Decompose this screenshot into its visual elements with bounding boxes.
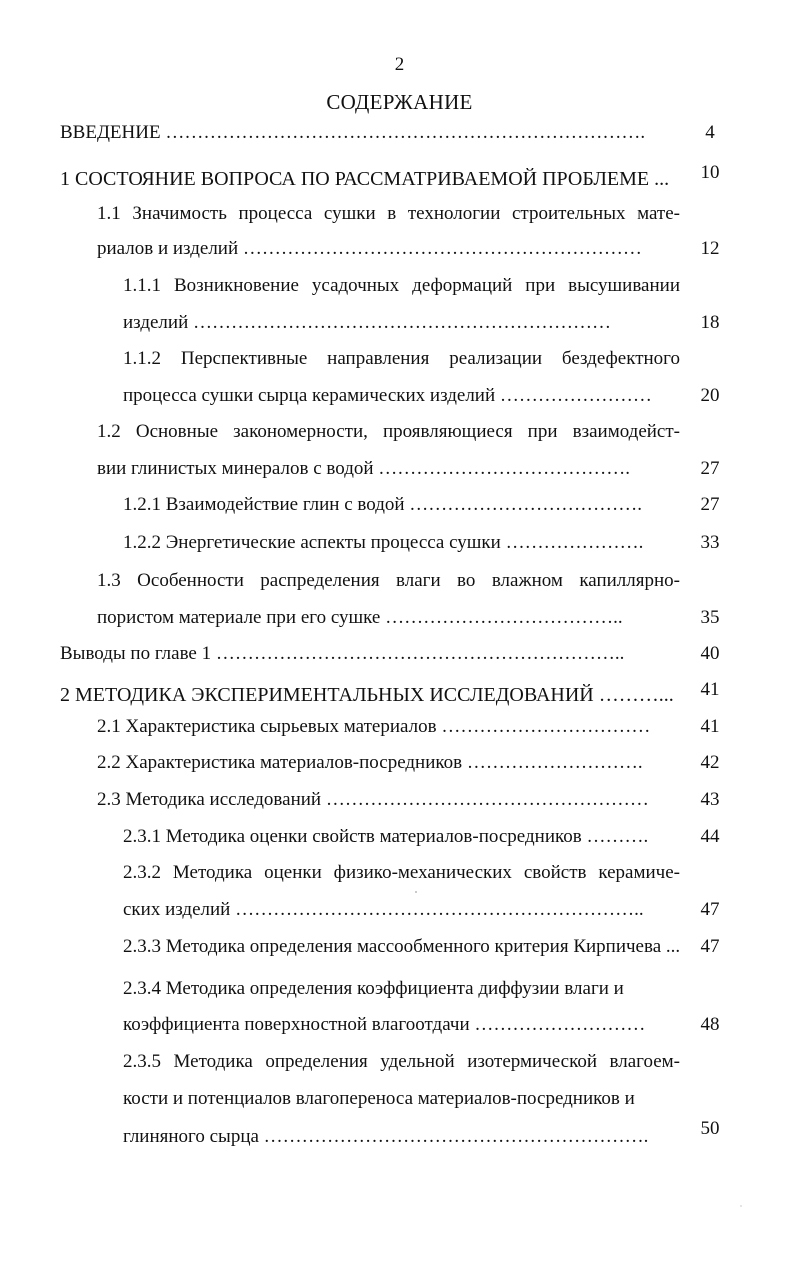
toc-entry-text-line: 2.3.5 Методика определения удельной изотермической влагоем-: [123, 1051, 680, 1072]
toc-entry-page: 40: [700, 643, 720, 664]
toc-entry-page: 35: [700, 607, 720, 628]
toc-entry-text-line: ских изделий ………………………………………………………..: [123, 899, 644, 920]
scan-speck: [740, 1205, 742, 1207]
toc-entry-text-line: 1.1.2 Перспективные направления реализации бездефектного: [123, 348, 680, 369]
toc-entry-text: 2.3 Методика исследований ……………………………………………: [97, 789, 649, 810]
toc-entry-text-line: 1.1 Значимость процесса сушки в технологии строительных мате-: [97, 203, 680, 224]
toc-entry-text-line: коэффициента поверхностной влагоотдачи ………………………: [123, 1014, 646, 1035]
toc-entry-page: 27: [700, 494, 720, 515]
toc-entry-page: 20: [700, 385, 720, 406]
toc-entry-text-line: 2.3.4 Методика определения коэффициента диффузии влаги и: [123, 978, 624, 999]
toc-entry-page: 41: [700, 679, 720, 700]
toc-entry-text-line: риалов и изделий ………………………………………………………: [97, 238, 642, 259]
toc-entry-page: 47: [700, 899, 720, 920]
toc-entry-text: 2.2 Характеристика материалов-посредников ……………………….: [97, 752, 643, 773]
toc-entry-text: 1.2.2 Энергетические аспекты процесса сушки ………………….: [123, 532, 644, 553]
toc-entry-text-line: пористом материале при его сушке ………………………………..: [97, 607, 623, 628]
toc-entry-text-line: 1.2 Основные закономерности, проявляющиеся при взаимодейст-: [97, 421, 680, 442]
toc-entry-page: 4: [705, 122, 715, 143]
toc-entry-page: 33: [700, 532, 720, 553]
toc-entry-page: 27: [700, 458, 720, 479]
toc-entry-page: 12: [700, 238, 720, 259]
toc-entry-page: 42: [700, 752, 720, 773]
toc-entry-text: 1.2.1 Взаимодействие глин с водой ……………………………….: [123, 494, 643, 515]
toc-entry-text-line: процесса сушки сырца керамических изделий ……………………: [123, 385, 652, 406]
toc-entry-page: 10: [700, 162, 720, 183]
toc-entry-text: ВВЕДЕНИЕ ………………………………………………………………….: [60, 122, 646, 143]
toc-entry-text: 1 СОСТОЯНИЕ ВОПРОСА ПО РАССМАТРИВАЕМОЙ ПРОБЛЕМЕ ...: [60, 168, 670, 190]
toc-entry-text-line: глиняного сырца …………………………………………………….: [123, 1126, 649, 1147]
toc-entry-text-line: 1.3 Особенности распределения влаги во влажном капиллярно-: [97, 570, 680, 591]
toc-entry-page: 44: [700, 826, 720, 847]
toc-entry-text-line: 2.3.2 Методика оценки физико-механических свойств керамиче-: [123, 862, 680, 883]
toc-entry-page: 50: [700, 1118, 720, 1139]
toc-entry-page: 18: [700, 312, 720, 333]
toc-entry-text: 2.3.3 Методика определения массообменного критерия Кирпичева ...: [123, 936, 680, 957]
toc-entry-text: 2.3.1 Методика оценки свойств материалов-посредников ……….: [123, 826, 649, 847]
toc-entry-text-line: кости и потенциалов влагопереноса материалов-посредников и: [123, 1088, 635, 1109]
page-number: 2: [394, 54, 405, 75]
toc-entry-text: Выводы по главе 1 ………………………………………………………..: [60, 643, 625, 664]
toc-entry-text: 2.1 Характеристика сырьевых материалов ……………………………: [97, 716, 651, 737]
toc-title: СОДЕРЖАНИЕ: [326, 90, 473, 114]
toc-entry-page: 43: [700, 789, 720, 810]
toc-entry-text-line: 1.1.1 Возникновение усадочных деформаций при высушивании: [123, 275, 680, 296]
toc-entry-page: 41: [700, 716, 720, 737]
toc-entry-page: 48: [700, 1014, 720, 1035]
toc-entry-text: 2 МЕТОДИКА ЭКСПЕРИМЕНТАЛЬНЫХ ИССЛЕДОВАНИЙ ………...: [60, 684, 674, 706]
scan-speck: [415, 891, 417, 893]
toc-entry-text-line: вии глинистых минералов с водой ………………………………….: [97, 458, 631, 479]
toc-entry-page: 47: [700, 936, 720, 957]
toc-entry-text-line: изделий …………………………………………………………: [123, 312, 611, 333]
